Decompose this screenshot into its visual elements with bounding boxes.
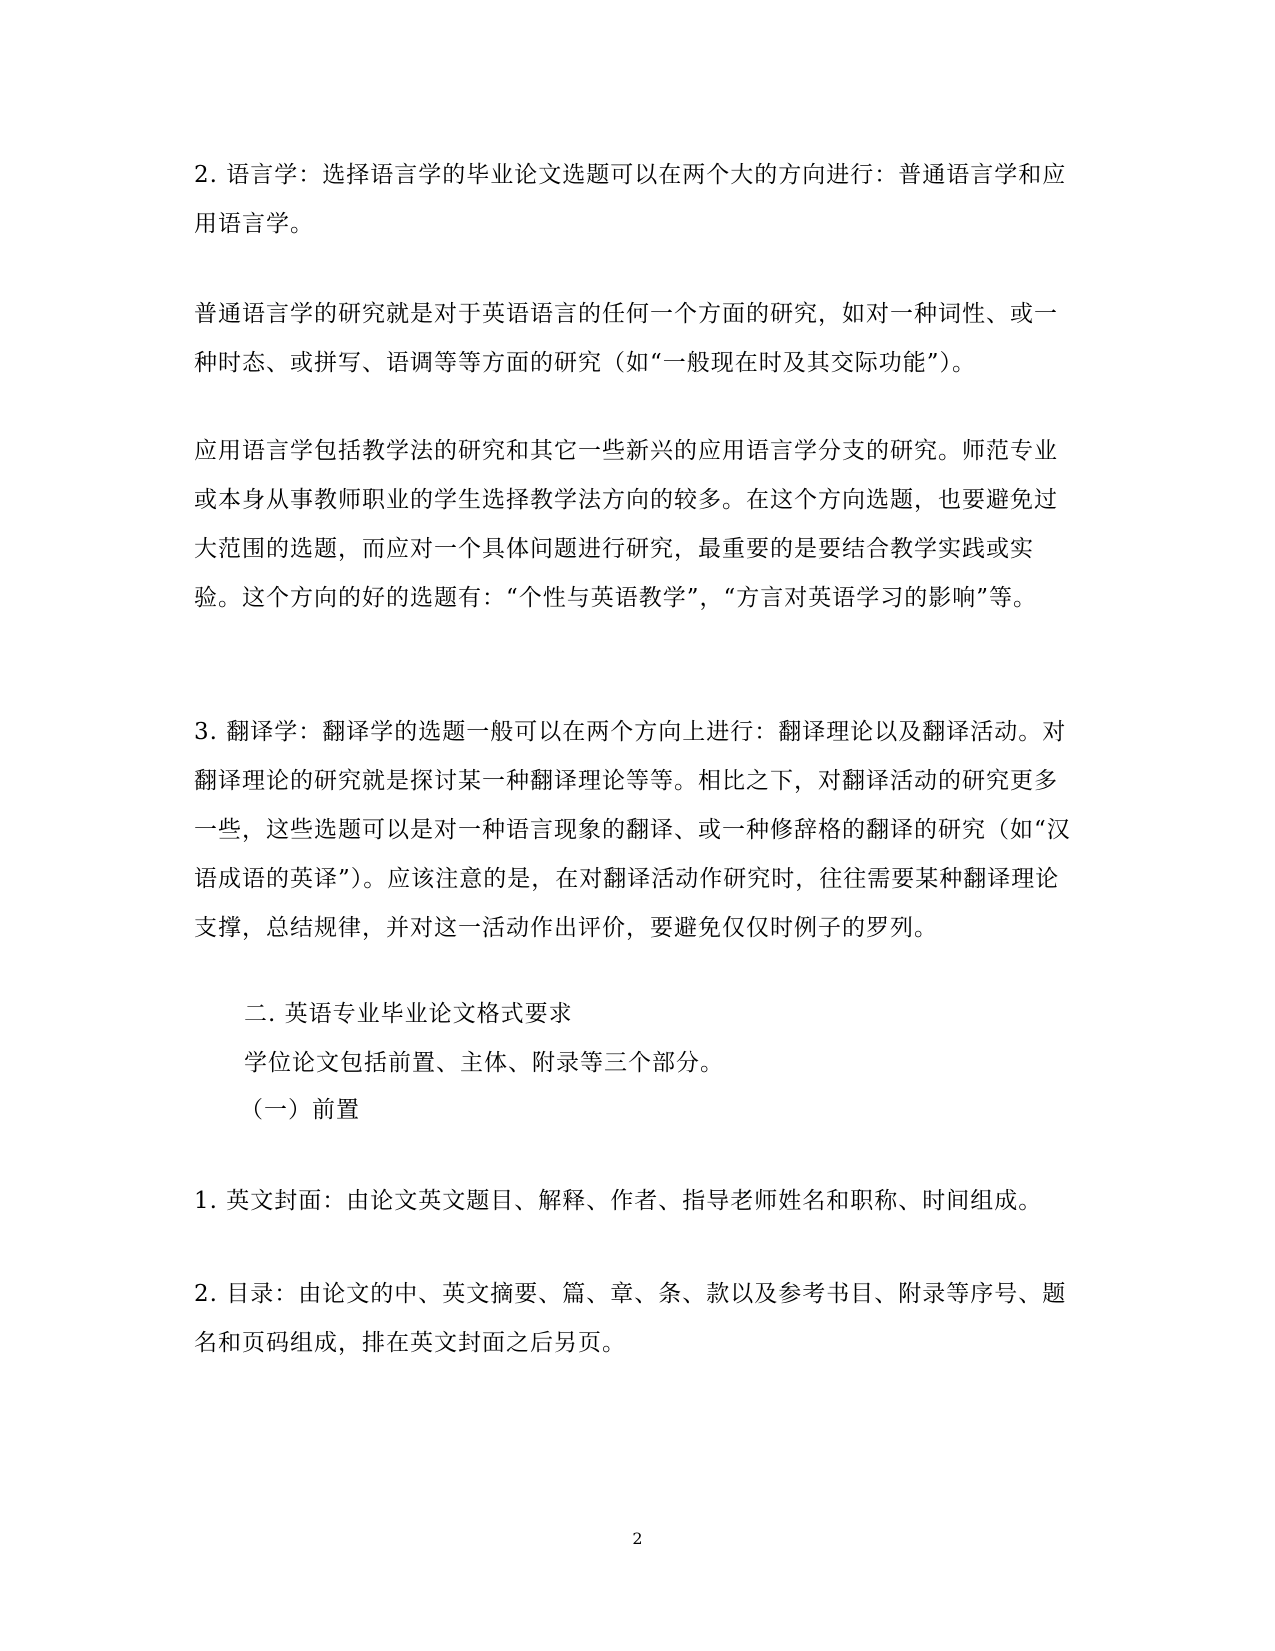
paragraph-translation-studies: 3. 翻译学：翻译学的选题一般可以在两个方向上进行：翻译理论以及翻译活动。对翻译理论的研究就是探讨某一种翻译理论等等。相比之下，对翻译活动的研究更多一些，这些选题可以是对一种语言现象的翻译、或一种修辞格的翻译的研究（如“汉语成语的英译”）。应该注意的是，在对翻译活动作研究时，往往需要某种翻译理论支撑，总结规律，并对这一活动作出评价，要避免仅仅时例子的罗列。: [194, 719, 1071, 941]
list-item-english-cover: 1. 英文封面：由论文英文题目、解释、作者、指导老师姓名和职称、时间组成。: [194, 1188, 1043, 1214]
section-heading: 二. 英语专业毕业论文格式要求: [244, 1001, 573, 1027]
section-intro: 学位论文包括前置、主体、附录等三个部分。: [244, 1050, 724, 1076]
paragraph-applied-linguistics: 应用语言学包括教学法的研究和其它一些新兴的应用语言学分支的研究。师范专业或本身从事教师职业的学生选择教学法方向的较多。在这个方向选题，也要避免过大范围的选题，而应对一个具体问题进行研究，最重要的是要结合教学实践或实验。这个方向的好的选题有：“个性与英语教学”，“方言对英语学习的影响”等。: [194, 438, 1058, 611]
subsection-heading: （一）前置: [240, 1097, 360, 1123]
paragraph-linguistics: 2. 语言学：选择语言学的毕业论文选题可以在两个大的方向进行：普通语言学和应用语言学。: [194, 162, 1067, 237]
paragraph-general-linguistics: 普通语言学的研究就是对于英语语言的任何一个方面的研究，如对一种词性、或一种时态、或拼写、语调等等方面的研究（如“一般现在时及其交际功能”）。: [194, 301, 1058, 376]
list-item-table-of-contents: 2. 目录：由论文的中、英文摘要、篇、章、条、款以及参考书目、附录等序号、题名和页码组成，排在英文封面之后另页。: [194, 1281, 1067, 1356]
page-number: 2: [632, 1529, 643, 1548]
